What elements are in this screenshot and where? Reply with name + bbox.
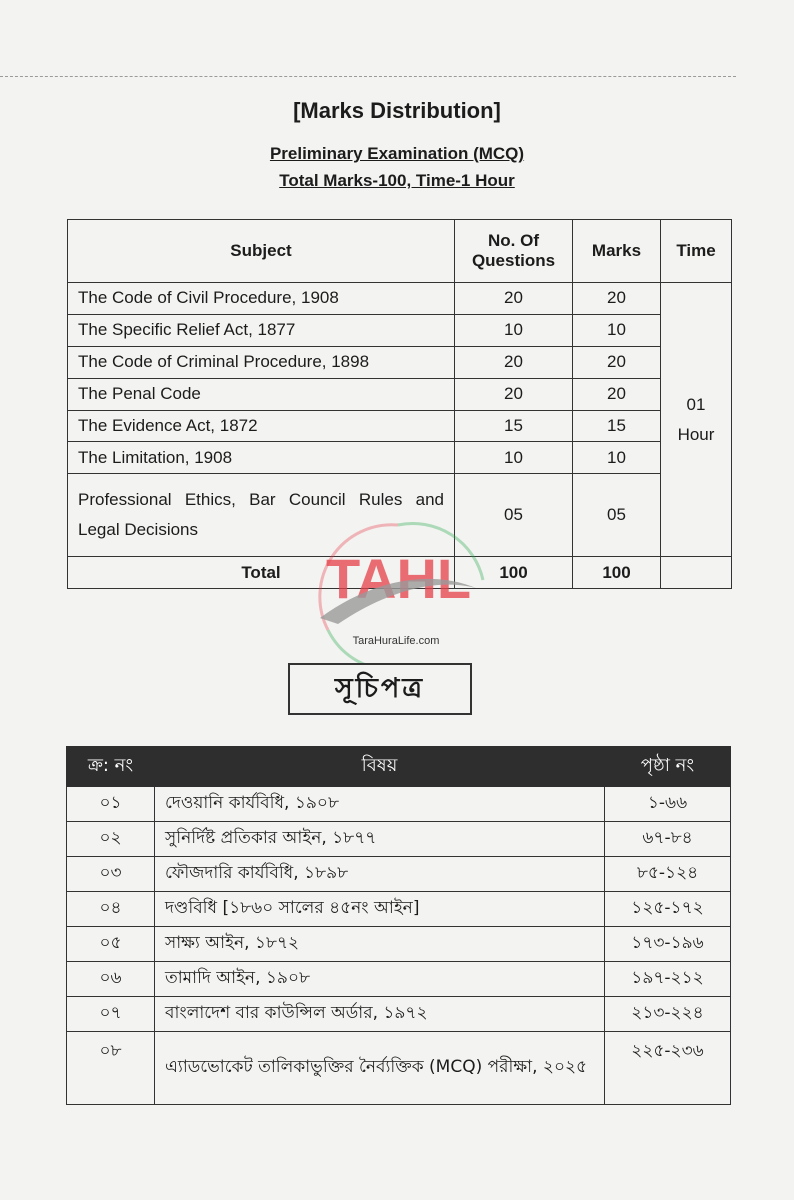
subject-cell: তামাদি আইন, ১৯০৮ — [155, 962, 605, 997]
total-label: Total — [68, 557, 455, 589]
table-row — [68, 346, 732, 378]
exam-subtitle — [0, 144, 794, 164]
questions-cell: 15 — [455, 410, 573, 442]
marks-cell: 15 — [573, 410, 661, 442]
marks-time-subtitle — [0, 171, 794, 191]
table-row — [67, 892, 731, 927]
pages-cell: ১৭৩-১৯৬ — [605, 927, 731, 962]
col-header-subject: বিষয় — [155, 747, 605, 787]
serial-cell: ০৮ — [67, 1032, 155, 1105]
index-title: সূচিপত্র — [288, 663, 472, 715]
exam-subtitle-text: Preliminary Examination (MCQ) — [269, 144, 525, 163]
table-row — [68, 283, 732, 315]
questions-cell: 10 — [455, 442, 573, 474]
total-marks: 100 — [573, 557, 661, 589]
questions-cell: 20 — [455, 283, 573, 315]
subject-cell: Professional Ethics, Bar Council Rules and Legal Decisions — [68, 474, 455, 557]
marks-time-subtitle-text: Total Marks-100, Time-1 Hour — [279, 171, 515, 190]
pages-cell: ২১৩-২২৪ — [605, 997, 731, 1032]
time-unit: Hour — [677, 424, 715, 444]
pages-cell: ১-৬৬ — [605, 787, 731, 822]
pages-cell: ৬৭-৮৪ — [605, 822, 731, 857]
serial-cell: ০৬ — [67, 962, 155, 997]
table-row — [67, 787, 731, 822]
table-row — [68, 378, 732, 410]
table-row — [67, 822, 731, 857]
table-row — [67, 857, 731, 892]
pages-cell: ৮৫-১২৪ — [605, 857, 731, 892]
col-header-marks: Marks — [573, 220, 661, 283]
col-header-questions: No. Of Questions — [455, 220, 573, 283]
marks-cell: 05 — [573, 474, 661, 557]
col-header-subject: Subject — [68, 220, 455, 283]
subject-cell: The Specific Relief Act, 1877 — [68, 314, 455, 346]
questions-cell: 20 — [455, 378, 573, 410]
subject-cell: The Code of Criminal Procedure, 1898 — [68, 346, 455, 378]
subject-cell: এ্যাডভোকেট তালিকাভুক্তির নৈর্ব্যক্তিক (MCQ) পরীক্ষা, ২০২৫ — [155, 1032, 605, 1105]
subject-cell: The Code of Civil Procedure, 1908 — [68, 283, 455, 315]
questions-cell: 05 — [455, 474, 573, 557]
table-row — [68, 410, 732, 442]
pages-cell: ১৯৭-২১২ — [605, 962, 731, 997]
questions-cell: 20 — [455, 346, 573, 378]
serial-cell: ০৭ — [67, 997, 155, 1032]
subject-cell: দণ্ডবিধি [১৮৬০ সালের ৪৫নং আইন] — [155, 892, 605, 927]
subject-cell: The Limitation, 1908 — [68, 442, 455, 474]
serial-cell: ০১ — [67, 787, 155, 822]
contents-table — [66, 746, 731, 1105]
subject-cell: The Penal Code — [68, 378, 455, 410]
marks-table-header-row — [68, 220, 732, 283]
subject-cell: ফৌজদারি কার্যবিধি, ১৮৯৮ — [155, 857, 605, 892]
col-header-time: Time — [661, 220, 732, 283]
pages-cell: ১২৫-১৭২ — [605, 892, 731, 927]
marks-cell: 10 — [573, 442, 661, 474]
time-cell — [661, 283, 732, 557]
table-row — [68, 314, 732, 346]
tahl-watermark-logo — [298, 520, 494, 670]
time-value: 01 — [686, 394, 706, 414]
col-header-pages: পৃষ্ঠা নং — [605, 747, 731, 787]
serial-cell: ০৩ — [67, 857, 155, 892]
subject-cell: সুনির্দিষ্ট প্রতিকার আইন, ১৮৭৭ — [155, 822, 605, 857]
logo-text: TAHL — [326, 547, 472, 610]
table-row — [68, 442, 732, 474]
page-title: [Marks Distribution] — [293, 98, 501, 123]
total-time-empty — [661, 557, 732, 589]
subject-cell: বাংলাদেশ বার কাউন্সিল অর্ডার, ১৯৭২ — [155, 997, 605, 1032]
contents-header-row — [67, 747, 731, 787]
total-questions: 100 — [455, 557, 573, 589]
subject-cell: সাক্ষ্য আইন, ১৮৭২ — [155, 927, 605, 962]
subject-cell: The Evidence Act, 1872 — [68, 410, 455, 442]
table-row — [67, 1032, 731, 1105]
questions-cell: 10 — [455, 314, 573, 346]
serial-cell: ০২ — [67, 822, 155, 857]
marks-cell: 20 — [573, 378, 661, 410]
top-divider — [0, 76, 736, 77]
marks-cell: 10 — [573, 314, 661, 346]
table-row — [67, 997, 731, 1032]
table-row — [67, 927, 731, 962]
col-header-serial: ক্র: নং — [67, 747, 155, 787]
serial-cell: ০৫ — [67, 927, 155, 962]
marks-cell: 20 — [573, 283, 661, 315]
pages-cell: ২২৫-২৩৬ — [605, 1032, 731, 1105]
marks-cell: 20 — [573, 346, 661, 378]
table-row — [67, 962, 731, 997]
serial-cell: ০৪ — [67, 892, 155, 927]
watermark-site-text: TaraHuraLife.com — [352, 635, 440, 647]
subject-cell: দেওয়ানি কার্যবিধি, ১৯০৮ — [155, 787, 605, 822]
